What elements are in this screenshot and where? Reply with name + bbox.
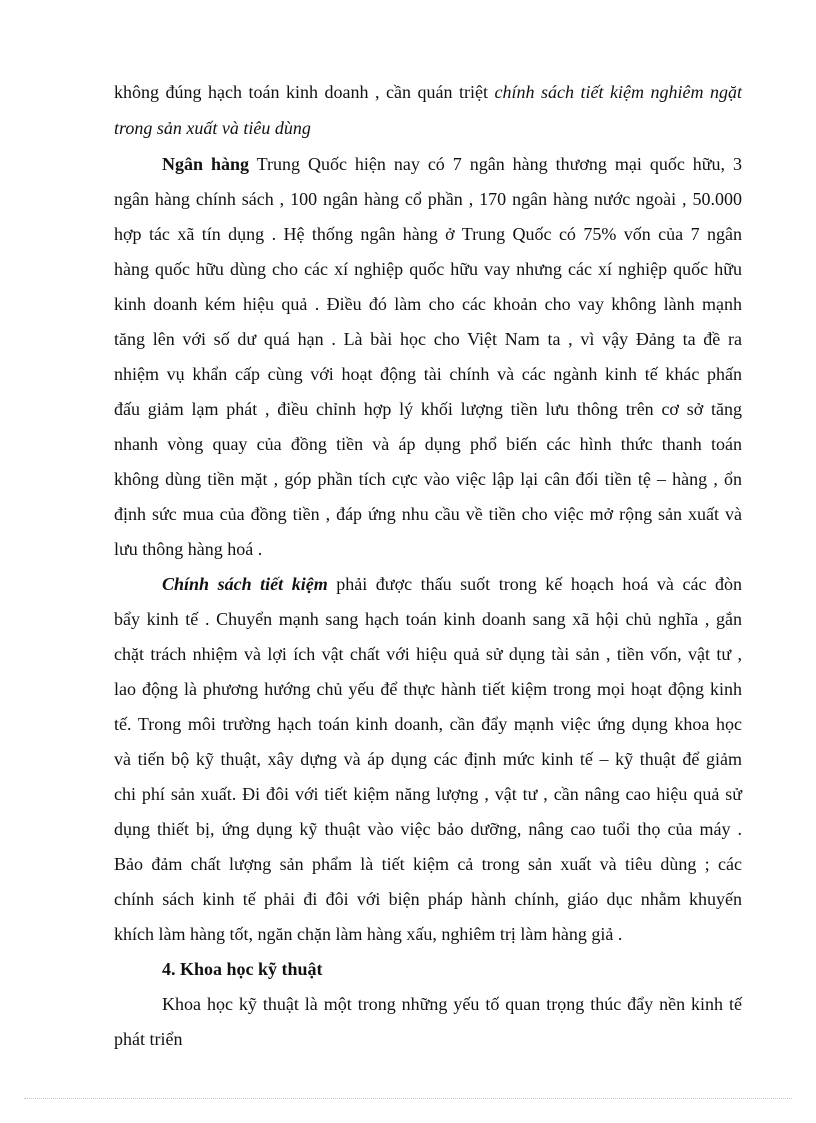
text-line: đấu giảm lạm phát , điều chỉnh hợp lý khối lượng tiền lưu thông trên cơ sở tăng — [114, 399, 742, 419]
text-line: định sức mua của đồng tiền , đáp ứng nhu cầu về tiền cho việc mở rộng sản xuất và — [114, 504, 742, 524]
section-heading: 4. Khoa học kỹ thuật — [162, 959, 323, 979]
text-line: chi phí sản xuất. Đi đôi với tiết kiệm năng lượng , vật tư , cần nâng cao hiệu quả sử — [114, 784, 742, 804]
text-line: hàng quốc hữu dùng cho các xí nghiệp quốc hữu vay nhưng các xí nghiệp quốc hữu — [114, 259, 742, 279]
page-footer-divider — [24, 1098, 792, 1099]
text-line: trong sản xuất và tiêu dùng — [114, 118, 311, 138]
paragraph-savings-first-line — [162, 572, 742, 596]
text-line: tăng lên với số dư quá hạn . Là bài học cho Việt Nam ta , vì vậy Đảng ta đề ra — [114, 329, 742, 349]
bold-lead-term: Ngân hàng — [162, 154, 249, 174]
text-line: phát triển — [114, 1029, 183, 1049]
text-line: chặt trách nhiệm và lợi ích vật chất với hiệu quả sử dụng tài sản , tiền vốn, vật tư , — [114, 644, 742, 664]
text-line: và tiến bộ kỹ thuật, xây dựng và áp dụng các định mức kinh tế – kỹ thuật để giảm — [114, 749, 742, 769]
text-line: nhiệm vụ khẩn cấp cùng với hoạt động tài chính và các ngành kinh tế khác phấn — [114, 364, 742, 384]
text-run: không đúng hạch toán kinh doanh , cần quán triệt — [114, 82, 495, 102]
text-line: chính sách kinh tế phải đi đôi với biện pháp hành chính, giáo dục nhằm khuyến — [114, 889, 742, 909]
paragraph-banking-first-line — [162, 152, 742, 176]
text-line: lao động là phương hướng chủ yếu để thực hành tiết kiệm trong mọi hoạt động kinh — [114, 679, 742, 699]
text-line: Bảo đảm chất lượng sản phẩm là tiết kiệm cả trong sản xuất và tiêu dùng ; các — [114, 854, 742, 874]
text-line — [114, 80, 742, 104]
text-line: tế. Trong môi trường hạch toán kinh doanh, cần đẩy mạnh việc ứng dụng khoa học — [114, 714, 742, 734]
text-line: khích làm hàng tốt, ngăn chặn làm hàng xấu, nghiêm trị làm hàng giả . — [114, 924, 623, 944]
text-line: lưu thông hàng hoá . — [114, 539, 263, 559]
text-line: Khoa học kỹ thuật là một trong những yếu tố quan trọng thúc đẩy nền kinh tế — [162, 994, 742, 1014]
text-line: kinh doanh kém hiệu quả . Điều đó làm cho các khoản cho vay không lành mạnh — [114, 294, 742, 314]
bold-italic-lead-term: Chính sách tiết kiệm — [162, 574, 328, 594]
text-line: bẩy kinh tế . Chuyển mạnh sang hạch toán kinh doanh sang xã hội chủ nghĩa , gắn — [114, 609, 742, 629]
text-run: phải được thấu suốt trong kế hoạch hoá và các đòn — [327, 574, 742, 594]
text-line: dụng thiết bị, ứng dụng kỹ thuật vào việc bảo dưỡng, nâng cao tuổi thọ của máy . — [114, 819, 742, 839]
text-line: hợp tác xã tín dụng . Hệ thống ngân hàng ở Trung Quốc có 75% vốn của 7 ngân — [114, 224, 742, 244]
text-line: không dùng tiền mặt , góp phần tích cực vào việc lập lại cân đối tiền tệ – hàng , ổn — [114, 469, 742, 489]
text-run: Trung Quốc hiện nay có 7 ngân hàng thương mại quốc hữu, 3 — [249, 154, 742, 174]
italic-phrase: chính sách tiết kiệm nghiêm ngặt — [494, 82, 742, 102]
text-line: ngân hàng chính sách , 100 ngân hàng cổ phần , 170 ngân hàng nước ngoài , 50.000 — [114, 189, 742, 209]
text-line: nhanh vòng quay của đồng tiền và áp dụng phổ biến các hình thức thanh toán — [114, 434, 742, 454]
